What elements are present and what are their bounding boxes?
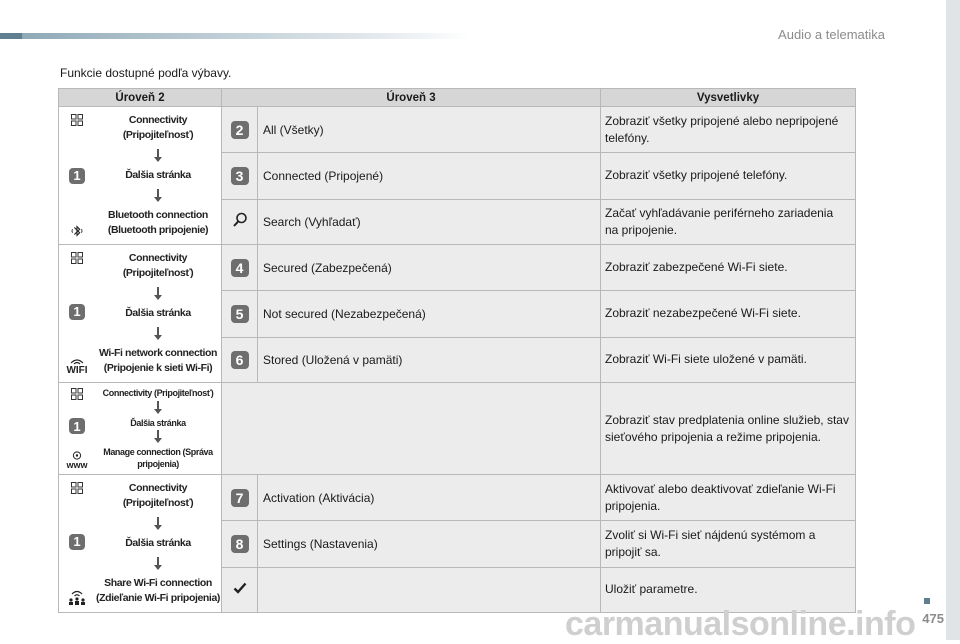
table-row (59, 107, 856, 153)
column-header-level3: Úroveň 3 (222, 89, 601, 107)
level3-label: Secured (Zabezpečená) (258, 245, 601, 291)
level3-badge: 7 (231, 489, 249, 507)
flow-arrow (154, 430, 162, 444)
flow-arrow (154, 327, 162, 341)
level3-badge: 5 (231, 305, 249, 323)
level3-empty-cell (222, 383, 601, 475)
level1-badge: 1 (69, 418, 85, 434)
table-row (59, 245, 856, 291)
table-row (59, 383, 856, 475)
flow-arrow (154, 149, 162, 163)
level3-label: Activation (Aktivácia) (258, 475, 601, 521)
level3-badge: 2 (231, 121, 249, 139)
level3-badge: 3 (231, 167, 249, 185)
explanation-text: Začať vyhľadávanie periférneho zariadenia na pripojenie. (601, 199, 856, 244)
flow-arrow (154, 557, 162, 571)
level1-badge: 1 (69, 534, 85, 550)
level3-number-cell (222, 475, 258, 521)
grid-menu-icon (70, 387, 84, 401)
level2-manage-connection-label: Manage connection (Správa pripojenia) (103, 447, 213, 469)
grid-menu-icon (70, 481, 84, 495)
check-icon (233, 584, 247, 598)
section-title: Audio a telematika (778, 27, 885, 42)
level2-wifi-network-label: Wi-Fi network connection (Pripojenie k sieti Wi-Fi) (98, 347, 218, 374)
level3-label: Connected (Pripojené) (258, 153, 601, 199)
level3-badge: 8 (231, 535, 249, 553)
explanation-text: Aktivovať alebo deaktivovať zdieľanie Wi-Fi pripojenia. (601, 475, 856, 521)
page-edge-bar (946, 0, 960, 640)
level3-icon-cell (222, 567, 258, 612)
level2-cell-bluetooth (59, 107, 222, 245)
level1-badge: 1 (69, 168, 85, 184)
level3-label: Not secured (Nezabezpečená) (258, 291, 601, 337)
level3-number-cell (222, 245, 258, 291)
function-table (58, 88, 856, 613)
table-header-row (59, 89, 856, 107)
level2-connectivity-label: Connectivity (Pripojiteľnosť) (102, 388, 214, 398)
watermark: carmanualsonline.info (565, 605, 916, 643)
level2-next-page-label: Ďalšia stránka (125, 537, 191, 549)
search-icon (232, 217, 248, 231)
level3-number-cell (222, 153, 258, 199)
level3-label: Search (Vyhľadať) (258, 199, 601, 244)
level2-bluetooth-label: Bluetooth connection (Bluetooth pripojenie) (107, 209, 209, 236)
level3-badge: 4 (231, 259, 249, 277)
level2-connectivity-label: Connectivity (Pripojiteľnosť) (122, 252, 194, 279)
level3-number-cell (222, 521, 258, 567)
grid-menu-icon (70, 113, 84, 127)
flow-arrow (154, 517, 162, 531)
explanation-text: Zobraziť zabezpečené Wi-Fi siete. (601, 245, 856, 291)
flow-arrow (154, 189, 162, 203)
wifi-icon: WIFI (66, 358, 87, 376)
level2-next-page-label: Ďalšia stránka (125, 169, 191, 181)
level3-number-cell (222, 337, 258, 382)
level3-number-cell (222, 107, 258, 153)
level2-next-page-label: Ďalšia stránka (130, 417, 186, 428)
level3-badge: 6 (231, 351, 249, 369)
explanation-text: Zobraziť nezabezpečené Wi-Fi siete. (601, 291, 856, 337)
level2-connectivity-label: Connectivity (Pripojiteľnosť) (122, 114, 194, 141)
level1-badge: 1 (69, 304, 85, 320)
level2-share-wifi-label: Share Wi-Fi connection (Zdieľanie Wi-Fi pripojenia) (95, 577, 220, 604)
level3-label: Settings (Nastavenia) (258, 521, 601, 567)
bluetooth-icon (70, 224, 84, 238)
header-accent-bar (0, 33, 470, 39)
explanation-text: Zobraziť všetky pripojené alebo nepripojené telefóny. (601, 107, 856, 153)
level2-next-page-label: Ďalšia stránka (125, 307, 191, 319)
level3-label: Stored (Uložená v pamäti) (258, 337, 601, 382)
level2-cell-wifi-network (59, 245, 222, 383)
explanation-text: Zobraziť stav predplatenia online služieb, stav sieťového pripojenia a režime pripojenia. (601, 383, 856, 475)
level3-label: All (Všetky) (258, 107, 601, 153)
explanation-text: Zvoliť si Wi-Fi sieť nájdenú systémom a pripojiť sa. (601, 521, 856, 567)
table-row (59, 475, 856, 521)
flow-arrow (154, 287, 162, 301)
grid-menu-icon (70, 251, 84, 265)
explanation-text: Zobraziť Wi-Fi siete uložené v pamäti. (601, 337, 856, 382)
flow-arrow (154, 401, 162, 415)
www-icon: www (66, 451, 87, 470)
level2-cell-share-wifi (59, 475, 222, 613)
level3-icon-cell (222, 199, 258, 244)
explanation-text: Zobraziť všetky pripojené telefóny. (601, 153, 856, 199)
level2-connectivity-label: Connectivity (Pripojiteľnosť) (122, 482, 194, 509)
share-wifi-icon (68, 588, 86, 606)
column-header-level2: Úroveň 2 (59, 89, 222, 107)
level2-cell-manage-connection (59, 383, 222, 475)
intro-text: Funkcie dostupné podľa výbavy. (60, 66, 232, 80)
level3-label (258, 567, 601, 612)
explanation-text: Uložiť parametre. (601, 567, 856, 612)
page-marker (924, 598, 930, 604)
level3-number-cell (222, 291, 258, 337)
page-number: 475 (922, 611, 944, 626)
column-header-explanations: Vysvetlivky (601, 89, 856, 107)
